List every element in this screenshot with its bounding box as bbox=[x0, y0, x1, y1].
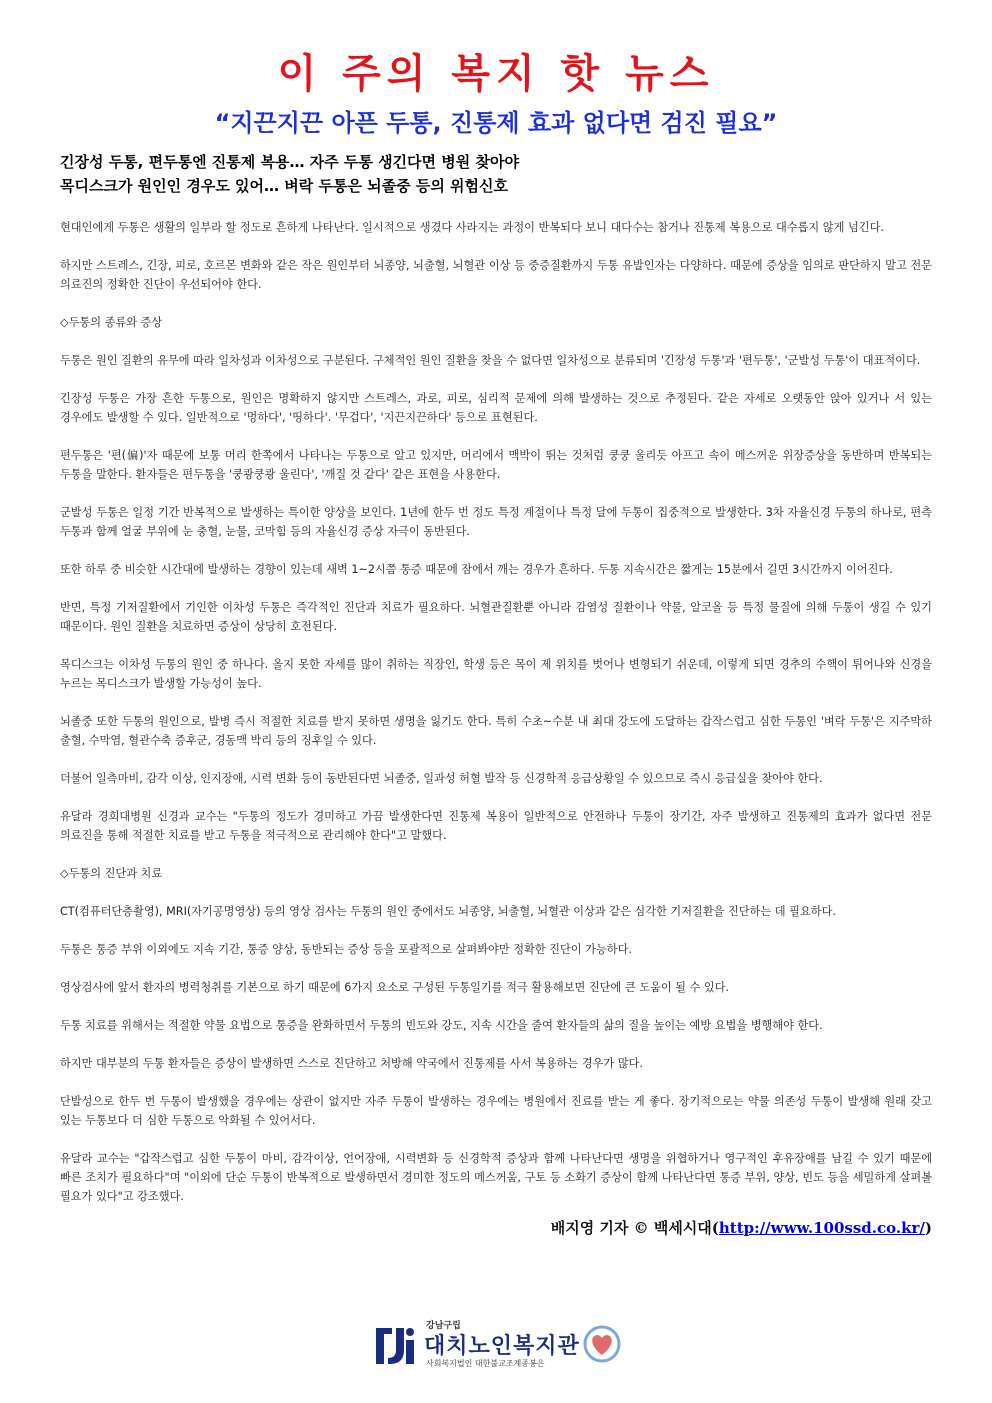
organization-logo bbox=[370, 1318, 620, 1374]
paragraph: 하지만 대부분의 두통 환자들은 증상이 발생하면 스스로 진단하고 처방해 약국에서 진통제를 사서 복용하는 경우가 많다. bbox=[60, 1057, 643, 1070]
section-heading: ◇두통의 진단과 치료 bbox=[60, 867, 163, 880]
org-subtitle: 사회복지법인 대한불교조계종봉은 bbox=[426, 1359, 545, 1368]
paragraph: 뇌졸중 또한 두통의 원인으로, 발병 즉시 적절한 치료를 받지 못하면 생명을 잃기도 한다. 특히 수초~수분 내 최대 강도에 도달하는 갑작스럽고 심한 두통인 '벼락 두통'은 지주막하 출혈, 수막염, 혈관수축 증후군, 경동맥 박리 등의 징후일 수 있다. bbox=[60, 715, 932, 747]
newsletter-title: 이 주의 복지 핫 뉴스 bbox=[277, 51, 715, 97]
paragraph: 단발성으로 한두 번 두통이 발생했을 경우에는 상관이 없지만 자주 두통이 발생하는 경우에는 병원에서 진료를 받는 게 좋다. 장기적으로는 약물 의존성 두통이 발생해 원래 갖고 있는 두통보다 더 심한 두통으로 악화될 수 있어서다. bbox=[60, 1095, 932, 1127]
byline bbox=[60, 1217, 932, 1238]
paragraph: 반면, 특정 기저질환에서 기인한 이차성 두통은 즉각적인 진단과 치료가 필요하다. 뇌혈관질환뿐 아니라 감염성 질환이나 약물, 알코올 등 특정 물질에 의해 두통이 생길 수 있기 때문이다. 원인 질환을 치료하면 증상이 상당히 호전된다. bbox=[60, 601, 932, 633]
paragraph: 두통 치료를 위해서는 적절한 약물 요법으로 통증을 완화하면서 두통의 빈도와 강도, 지속 시간을 줄여 환자들의 삶의 질을 높이는 예방 요법을 병행해야 한다. bbox=[60, 1019, 823, 1032]
paragraph: 더불어 일측마비, 감각 이상, 인지장애, 시력 변화 등이 동반된다면 뇌졸중, 일과성 허혈 발작 등 신경학적 응급상황일 수 있으므로 즉시 응급실을 찾아야 한다. bbox=[60, 772, 823, 785]
paragraph: 군발성 두통은 일정 기간 반복적으로 발생하는 특이한 양상을 보인다. 1년에 한두 번 정도 특정 계절이나 특정 달에 두통이 집중적으로 발생한다. 3차 자율신경 두통의 하나로, 편측 두통과 함께 얼굴 부위에 눈 충혈, 눈물, 코막힘 등의 자율신경 증상 자극이 동반된다. bbox=[60, 506, 932, 538]
source-link[interactable]: http://www.100ssd.co.kr/ bbox=[718, 1219, 925, 1237]
bongeun-heart-logo-icon bbox=[582, 1324, 622, 1364]
paragraph: 긴장성 두통은 가장 흔한 두통으로, 원인은 명확하지 않지만 스트레스, 과로, 피로, 심리적 문제에 의해 발생하는 것으로 추정된다. 같은 자세로 오랫동안 앉아 있거나 서 있는 경우에도 발생할 수 있다. 일반적으로 '멍하다', '띵하다'. '무겁다', '지끈지끈하다' 등으로 표현된다. bbox=[60, 392, 932, 424]
paragraph: 목디스크는 이차성 두통의 원인 중 하나다. 올지 못한 자세를 많이 취하는 직장인, 학생 등은 목이 제 위치를 벗어나 변형되기 쉬운데, 이렇게 되면 경추의 수핵이 튀어나와 신경을 누르는 목디스크가 발생할 가능성이 높다. bbox=[60, 658, 932, 690]
org-small-label: 강남구립 bbox=[426, 1321, 461, 1331]
byline-author: 배지영 기자 © 백세시대( bbox=[550, 1219, 719, 1237]
paragraph: 편두통은 '편(偏)'자 때문에 보통 머리 한쪽에서 나타나는 두통으로 알고 있지만, 머리에서 맥박이 뛰는 것처럼 쿵쿵 울리듯 아프고 속이 메스꺼운 위장증상을 동반하며 반복되는 두통을 말한다. 환자들은 편두통을 '쿵쾅쿵쾅 울린다', '깨질 것 같다' 같은 표현을 사용한다. bbox=[60, 449, 932, 481]
article-headline: “지끈지끈 아픈 두통, 진통제 효과 없다면 검진 필요” bbox=[214, 109, 778, 137]
section-heading: ◇두통의 종류와 증상 bbox=[60, 316, 163, 329]
paragraph: 두통은 원인 질환의 유무에 따라 일차성과 이차성으로 구분된다. 구체적인 원인 질환을 찾을 수 없다면 일차성으로 분류되며 '긴장성 두통'과 '편두통', '군발성 두통'이 대표적이다. bbox=[60, 354, 921, 367]
paragraph: CT(컴퓨터단층촬영), MRI(자기공명영상) 등의 영상 검사는 두통의 원인 중에서도 뇌종양, 뇌출혈, 뇌혈관 이상과 같은 심각한 기저질환을 진단하는 데 필요하다. bbox=[60, 905, 836, 918]
daechi-logo-mark-icon bbox=[370, 1320, 420, 1370]
paragraph: 또한 하루 중 비슷한 시간대에 발생하는 경향이 있는데 새벽 1~2시쯤 통증 때문에 잠에서 깨는 경우가 흔하다. 두통 지속시간은 짧게는 15분에서 길면 3시간까지 이어진다. bbox=[60, 563, 893, 576]
org-name: 대치노인복지관 bbox=[424, 1334, 580, 1359]
paragraph: 현대인에게 두통은 생활의 일부라 할 정도로 흔하게 나타난다. 일시적으로 생겼다 사라지는 과정이 반복되다 보니 대다수는 참거나 진통제 복용으로 대수롭지 않게 넘긴다. bbox=[60, 221, 884, 234]
paragraph: 두통은 통증 부위 이외에도 지속 기간, 통증 양상, 동반되는 증상 등을 포괄적으로 살펴봐야만 정확한 진단이 가능하다. bbox=[60, 943, 632, 956]
deck-line: 긴장성 두통, 편두통엔 진통제 복용… 자주 두통 생긴다면 병원 찾아야 bbox=[60, 153, 519, 171]
paragraph: 영상검사에 앞서 환자의 병력청취를 기본으로 하기 때문에 6가지 요소로 구성된 두통일기를 적극 활용해보면 진단에 큰 도움이 될 수 있다. bbox=[60, 981, 730, 994]
article-deck bbox=[60, 150, 932, 198]
article-body bbox=[60, 218, 932, 1206]
paragraph: 유달라 경희대병원 신경과 교수는 "두통의 정도가 경미하고 가끔 발생한다면 진통제 복용이 일반적으로 안전하나 두통이 장기간, 자주 발생하고 진통제의 효과가 없다면 전문 의료진을 통해 적절한 치료를 받고 두통을 적극적으로 관리해야 한다"고 말했다. bbox=[60, 810, 932, 842]
byline-close: ) bbox=[924, 1219, 932, 1237]
newsletter-page bbox=[60, 48, 932, 1238]
paragraph: 하지만 스트레스, 긴장, 피로, 호르몬 변화와 같은 작은 원인부터 뇌종양, 뇌출혈, 뇌혈관 이상 등 중증질환까지 두통 유발인자는 다양하다. 때문에 증상을 임의로 판단하지 말고 전문 의료진의 정확한 진단이 우선되어야 한다. bbox=[60, 259, 932, 291]
deck-line: 목디스크가 원인인 경우도 있어… 벼락 두통은 뇌졸중 등의 위험신호 bbox=[60, 177, 509, 195]
paragraph: 유달라 교수는 "갑작스럽고 심한 두통이 마비, 감각이상, 언어장애, 시력변화 등 신경학적 증상과 함께 나타난다면 생명을 위협하거나 영구적인 후유장애를 남길 수 있기 때문에 빠른 조치가 필요하다"며 "이외에 단순 두통이 반복적으로 발생하면서 경미한 정도의 메스꺼움, 구토 등 소화기 증상이 함께 나타난다면 통증 부위, 양상, 빈도 등을 세밀하게 살펴볼 필요가 있다"고 강조했다. bbox=[60, 1152, 932, 1203]
